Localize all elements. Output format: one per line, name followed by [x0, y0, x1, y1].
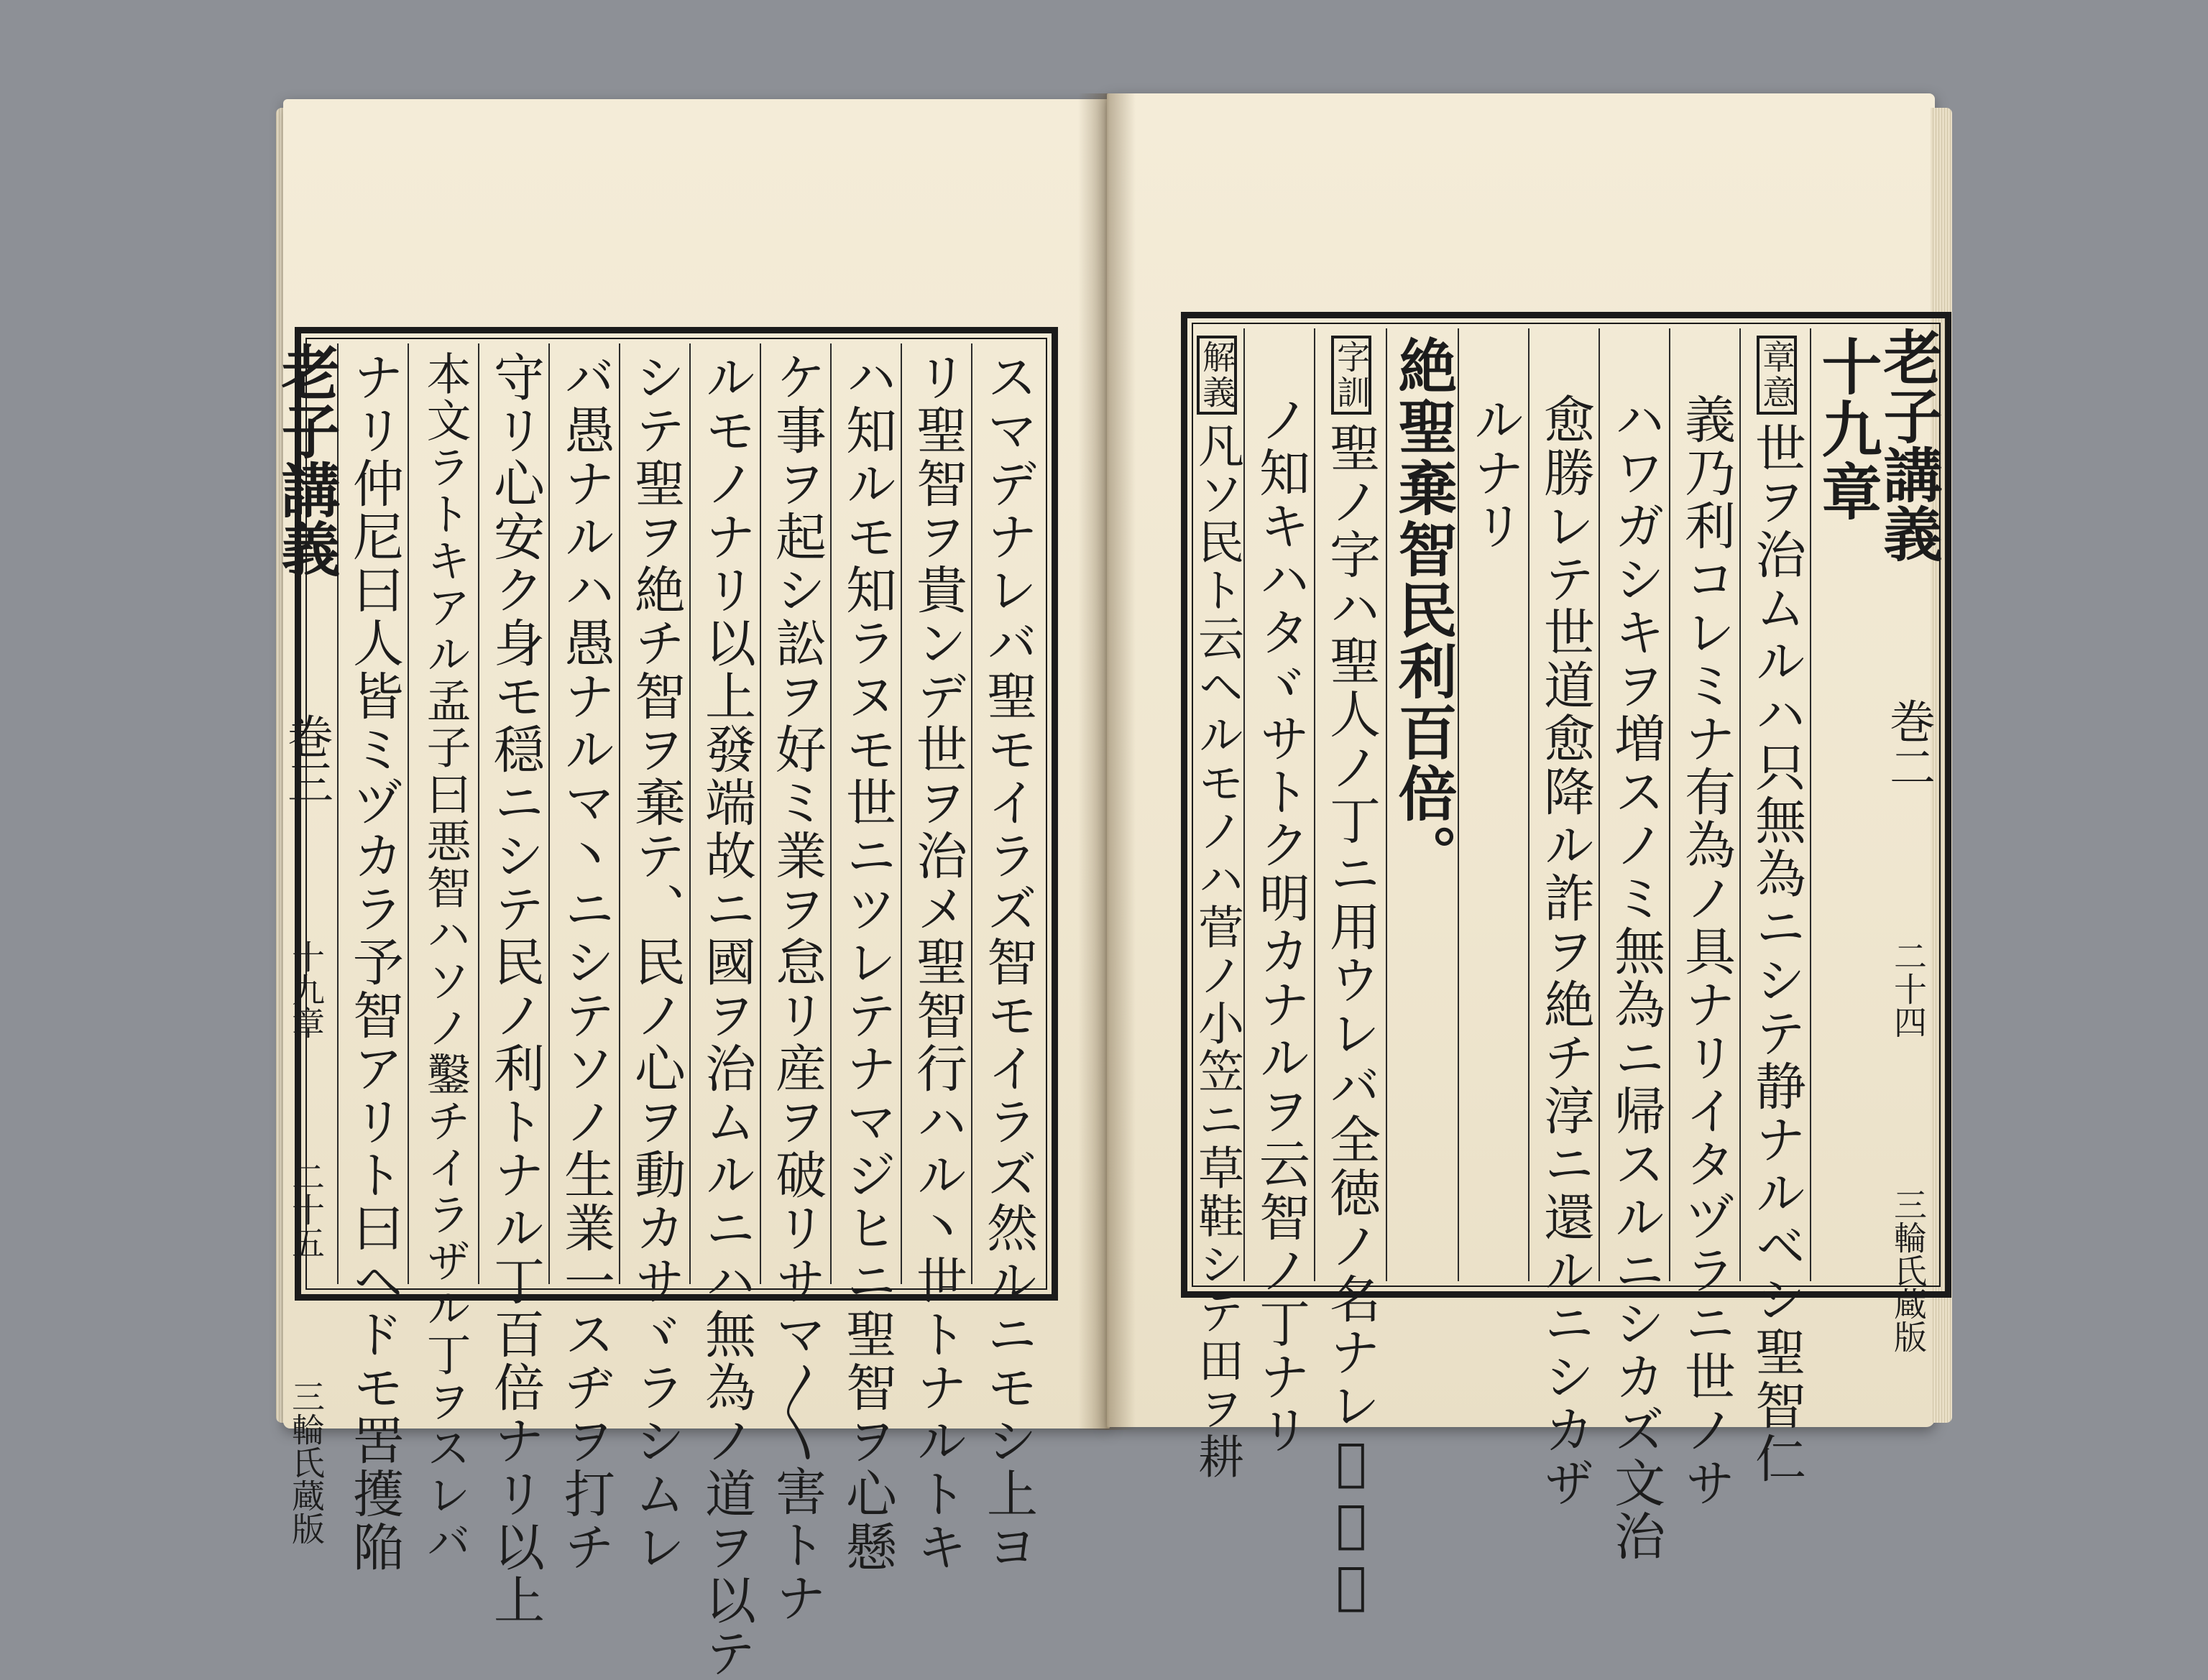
chapter-intent-text: 世ヲ治ムルハ只無為ニシテ静ナルベシ聖智仁: [1747, 422, 1807, 1485]
column-rule: [1243, 328, 1245, 1281]
volume-label: 巻二: [1882, 698, 1935, 790]
column-rule: [830, 343, 832, 1284]
right-page-margin: [1874, 327, 1951, 1353]
left-column-10: ナリ仲尼曰人皆ミヅカラ予智アリト曰ヘドモ罟擭陥: [344, 351, 405, 1574]
chapter-intent-column-2: 義乃利コレミナ有為ノ具ナリイタヅラニ世ノサ: [1676, 393, 1736, 1510]
column-rule: [619, 343, 620, 1284]
right-text-frame: [1181, 312, 1951, 1617]
column-rule: [1669, 328, 1670, 1281]
publisher-label: 三輪氏蔵版: [1889, 1188, 1928, 1353]
chapter-intent-label: 章意: [1757, 336, 1797, 415]
left-column-2: リ聖智ヲ貴ンデ世ヲ治メ聖智行ハル丶世トナルトキ: [908, 351, 968, 1574]
left-text-frame: [272, 327, 1058, 1680]
left-column-3: ハ知ルモ知ラヌモ世ニツレテナマジヒニ聖智ヲ心懸: [837, 351, 898, 1574]
left-page-margin: [272, 342, 349, 1545]
page-number: 二十五: [287, 1160, 326, 1259]
column-rule: [337, 343, 339, 1284]
chapter-intent-column-1: [1744, 336, 1810, 1485]
column-rule: [1314, 328, 1315, 1281]
meaning-text: 凡ソ民ト云ヘルモノハ菅ノ小笠ニ草鞋シテ田ヲ耕: [1190, 422, 1243, 1481]
chapter-heading: 十九章: [1812, 336, 1883, 523]
column-rule: [1528, 328, 1530, 1281]
word-gloss-column-1: [1318, 336, 1384, 1617]
column-rule: [901, 343, 902, 1284]
column-rule: [408, 343, 409, 1284]
column-rule: [760, 343, 761, 1284]
word-gloss-column-2: ノ知キハタヾサトク明カナルヲ云智ノ丁ナリ: [1251, 393, 1311, 1457]
column-rule: [1598, 328, 1600, 1281]
column-rule: [1386, 328, 1387, 1281]
column-rule: [1810, 328, 1811, 1281]
column-rule: [971, 343, 972, 1284]
main-text-title: 絶聖棄智民利百倍。: [1389, 336, 1458, 885]
word-gloss-label: 字訓: [1331, 336, 1371, 415]
left-column-5: ルモノナリ以上發端故ニ國ヲ治ムルニハ無為ノ道ヲ以テ: [696, 351, 757, 1680]
left-column-6: シテ聖ヲ絶チ智ヲ棄テ、民ノ心ヲ動カサヾラシムレ: [626, 351, 686, 1574]
meaning-label: 解義: [1197, 336, 1237, 415]
left-column-7: バ愚ナルハ愚ナルマ丶ニシテソノ生業一スヂヲ打チ: [556, 351, 616, 1574]
left-column-9: 本文ラトキアル孟子曰悪智ハソノ鑿チイラザル丁ヲスレバ: [419, 351, 472, 1565]
left-column-1: スマデナレバ聖モイラズ智モイラズ然ルニモシ上ヨ: [978, 351, 1039, 1574]
word-gloss-text: 聖ノ字ハ聖人ノ丁ニ用ウレバ全徳ノ名ナレ𪜈本文: [1321, 422, 1381, 1617]
column-rule: [689, 343, 691, 1284]
volume-label: 巻三: [280, 713, 333, 805]
left-column-4: ケ事ヲ起シ訟ヲ好ミ業ヲ怠リ産ヲ破リサマ〳〵害トナ: [767, 351, 827, 1625]
column-rule: [1458, 328, 1459, 1281]
left-column-8: 守リ心安ク身モ穏ニシテ民ノ利トナル丁百倍ナリ以上: [485, 351, 546, 1627]
meaning-column-1: [1190, 336, 1243, 1481]
chapter-intent-column-5: ルナリ: [1465, 393, 1525, 553]
publisher-label: 三輪氏蔵版: [287, 1380, 326, 1545]
chapter-intent-column-3: ハワガシキヲ増スノミ無為ニ帰スルニシカズ文治: [1606, 393, 1666, 1563]
book-title: 老子講義: [272, 342, 341, 578]
column-rule: [1739, 328, 1741, 1281]
column-rule: [548, 343, 550, 1284]
book-title: 老子講義: [1874, 327, 1943, 563]
chapter-label: 十九章: [287, 940, 326, 1039]
page-number: 二十四: [1889, 939, 1928, 1038]
book-gutter: [1078, 93, 1136, 1430]
column-rule: [478, 343, 479, 1284]
chapter-intent-column-4: 愈勝レテ世道愈降ル詐ヲ絶チ淳ニ還ルニシカザ: [1535, 393, 1596, 1510]
